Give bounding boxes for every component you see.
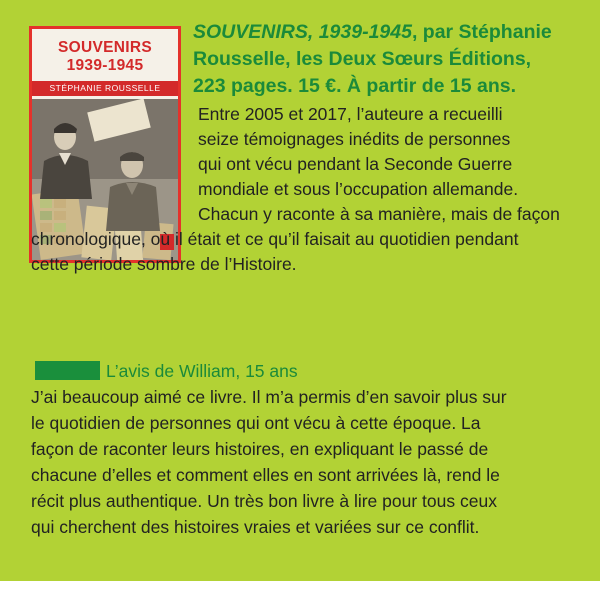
- summary-line: chronologique, où il était et ce qu’il faisait au quotidien pendant: [31, 229, 519, 249]
- book-heading-rest: , par Stéphanie: [411, 21, 552, 43]
- summary-line: cette période sombre de l’Histoire.: [31, 254, 297, 274]
- book-title: SOUVENIRS, 1939-1945: [193, 21, 412, 43]
- cover-title-line2: 1939-1945: [66, 57, 144, 74]
- summary-line: seize témoignages inédits de personnes: [198, 129, 511, 149]
- cover-title-line1: SOUVENIRS: [58, 39, 152, 56]
- summary-line: Entre 2005 et 2017, l’auteure a recueilli: [198, 104, 503, 124]
- book-heading: [193, 19, 593, 100]
- opinion-line: le quotidien de personnes qui ont vécu à cette époque. La: [31, 413, 481, 433]
- summary-line: mondiale et sous l’occupation allemande.: [198, 179, 519, 199]
- reviewer-title: L’avis de William, 15 ans: [106, 361, 298, 381]
- book-details: 223 pages. 15 €. À partir de 15 ans.: [193, 75, 516, 97]
- summary-line: qui ont vécu pendant la Seconde Guerre: [198, 154, 513, 174]
- cover-author: STÉPHANIE ROUSSELLE: [32, 81, 178, 96]
- opinion-line: récit plus authentique. Un très bon livre à lire pour tous ceux: [31, 491, 497, 511]
- opinion-line: qui cherchent des histoires vraies et variées sur ce conflit.: [31, 517, 480, 537]
- summary-line: Chacun y raconte à sa manière, mais de façon: [198, 204, 560, 224]
- book-publisher: Rousselle, les Deux Sœurs Éditions,: [193, 48, 532, 70]
- reviewer-label-box: [35, 361, 100, 380]
- opinion-line: façon de raconter leurs histoires, en expliquant le passé de: [31, 439, 489, 459]
- opinion-line: chacune d’elles et comment elles en sont arrivées là, rend le: [31, 465, 500, 485]
- opinion-line: J’ai beaucoup aimé ce livre. Il m’a permis d’en savoir plus sur: [31, 387, 507, 407]
